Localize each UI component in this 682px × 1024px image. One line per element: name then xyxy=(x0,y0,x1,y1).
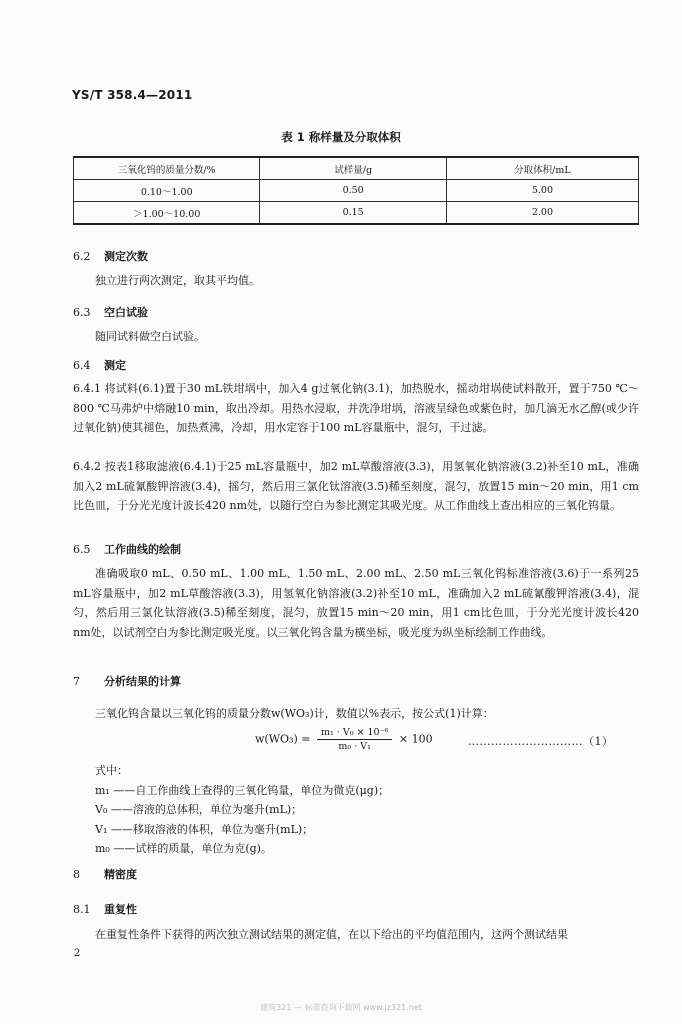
table-cell: 5.00 xyxy=(446,180,638,202)
calculation-intro: 三氧化钨含量以三氧化钨的质量分数w(WO₃)计，数值以%表示，按公式(1)计算： xyxy=(95,707,494,720)
table-cell: 0.50 xyxy=(260,180,446,202)
table-caption: 表 1 称样量及分取体积 xyxy=(281,130,401,144)
where-label: 式中： xyxy=(95,764,128,777)
sample-volume-table xyxy=(73,156,639,225)
table-cell: 2.00 xyxy=(446,202,638,225)
table-cell: ＞1.00～10.00 xyxy=(74,202,260,225)
table-header-cell: 三氧化钨的质量分数/% xyxy=(74,157,260,180)
document-header: YS/T 358.4—2011 xyxy=(72,88,193,102)
table-header-cell: 试样量/g xyxy=(260,157,446,180)
section-number: 6.3 xyxy=(73,306,91,319)
section-heading-6-4 xyxy=(73,357,126,373)
variable-item: m₁ ——自工作曲线上查得的三氧化钨量，单位为微克(μg)； xyxy=(95,783,390,797)
section-number: 6.2 xyxy=(73,250,91,263)
watermark-footer: 建筑321 — 标准查询下载网 www.jz321.net xyxy=(260,1003,422,1012)
section-title: 测定 xyxy=(104,359,126,372)
section-heading-8 xyxy=(73,866,137,882)
formula-number: …………………………（1） xyxy=(468,735,614,748)
section-heading-6-3 xyxy=(73,304,148,320)
formula-fraction xyxy=(317,727,392,752)
formula-lhs: w(WO₃) = xyxy=(255,732,311,746)
table-cell: 0.10～1.00 xyxy=(74,180,260,202)
table-row xyxy=(74,202,639,225)
table-header-cell: 分取体积/mL xyxy=(446,157,638,180)
formula-denominator: m₀ · V₁ xyxy=(338,741,371,752)
section-title: 精密度 xyxy=(104,868,137,881)
section-text-6-5: 准确吸取0 mL、0.50 mL、1.00 mL、1.50 mL、2.00 mL、2.50 mL三氧化钨标准溶液(3.6)于一系列25 mL容量瓶中，加2 mL草酸溶液(3.3)，用氢氧化钠溶液(3.2)补至10 mL，准确加入2 mL硫氰酸钾溶液(3.4)，混匀，然后用三氯化钛溶液(3.5)稀至刻度，混匀，放置15 min～20 min，用1 cm比色皿，于分光光度计波长420 nm处，以试剂空白为参比测定吸光度。以三氧化钨含量为横坐标，吸光度为纵坐标绘制工作曲线。 xyxy=(73,567,639,639)
section-number: 6.5 xyxy=(73,543,91,556)
section-title: 分析结果的计算 xyxy=(104,675,181,688)
section-text-6-4-2: 6.4.2 按表1移取滤液(6.4.1)于25 mL容量瓶中，加2 mL草酸溶液(3.3)，用氢氧化钠溶液(3.2)补至10 mL，准确加入2 mL硫氰酸钾溶液(3.4)，摇匀，然后用三氯化钛溶液(3.5)稀至刻度，混匀，放置15 min～20 min，用1 cm比色皿，于分光光度计波长420 nm处，以随行空白为参比测定其吸光度。从工作曲线上查出相应的三氧化钨量。 xyxy=(73,460,639,512)
section-number: 8.1 xyxy=(73,903,91,916)
section-text-6-2: 独立进行两次测定，取其平均值。 xyxy=(95,274,260,287)
section-title: 工作曲线的绘制 xyxy=(104,543,181,556)
table-cell: 0.15 xyxy=(260,202,446,225)
section-heading-6-5 xyxy=(73,541,181,557)
page-number: 2 xyxy=(74,948,81,959)
table-header-row xyxy=(74,157,639,180)
variable-item: V₀ ——溶液的总体积，单位为毫升(mL)； xyxy=(95,803,303,817)
table-row xyxy=(74,180,639,202)
section-text-8-1: 在重复性条件下获得的两次独立测试结果的测定值，在以下给出的平均值范围内，这两个测试结果 xyxy=(95,928,568,941)
section-number: 8 xyxy=(73,868,80,881)
section-title: 测定次数 xyxy=(104,250,148,263)
section-heading-7 xyxy=(73,673,181,689)
section-heading-6-2 xyxy=(73,248,148,264)
section-title: 重复性 xyxy=(104,903,137,916)
variable-item: m₀ ——试样的质量，单位为克(g)。 xyxy=(95,842,272,856)
formula-tail: × 100 xyxy=(398,732,433,746)
section-text-6-3: 随同试料做空白试验。 xyxy=(95,330,205,343)
section-text-6-4-1: 6.4.1 将试料(6.1)置于30 mL铁坩埚中，加入4 g过氧化钠(3.1)，加热脱水，摇动坩埚使试料散开，置于750 ℃～800 ℃马弗炉中熔融10 min，取出冷却。用热水浸取，并洗净坩埚，溶液呈绿色或紫色时，加几滴无水乙醇(或少许过氧化钠)使其褪色，加热煮沸，冷却，用水定容于100 mL容量瓶中，混匀，干过滤。 xyxy=(73,382,639,434)
variable-list xyxy=(95,761,389,859)
formula-1 xyxy=(255,727,433,752)
variable-item: V₁ ——移取溶液的体积，单位为毫升(mL)； xyxy=(95,822,314,836)
formula-numerator: m₁ · V₀ × 10⁻⁶ xyxy=(317,727,392,740)
section-number: 6.4 xyxy=(73,359,91,372)
section-title: 空白试验 xyxy=(104,306,148,319)
section-number: 7 xyxy=(73,675,80,688)
section-heading-8-1 xyxy=(73,901,137,917)
